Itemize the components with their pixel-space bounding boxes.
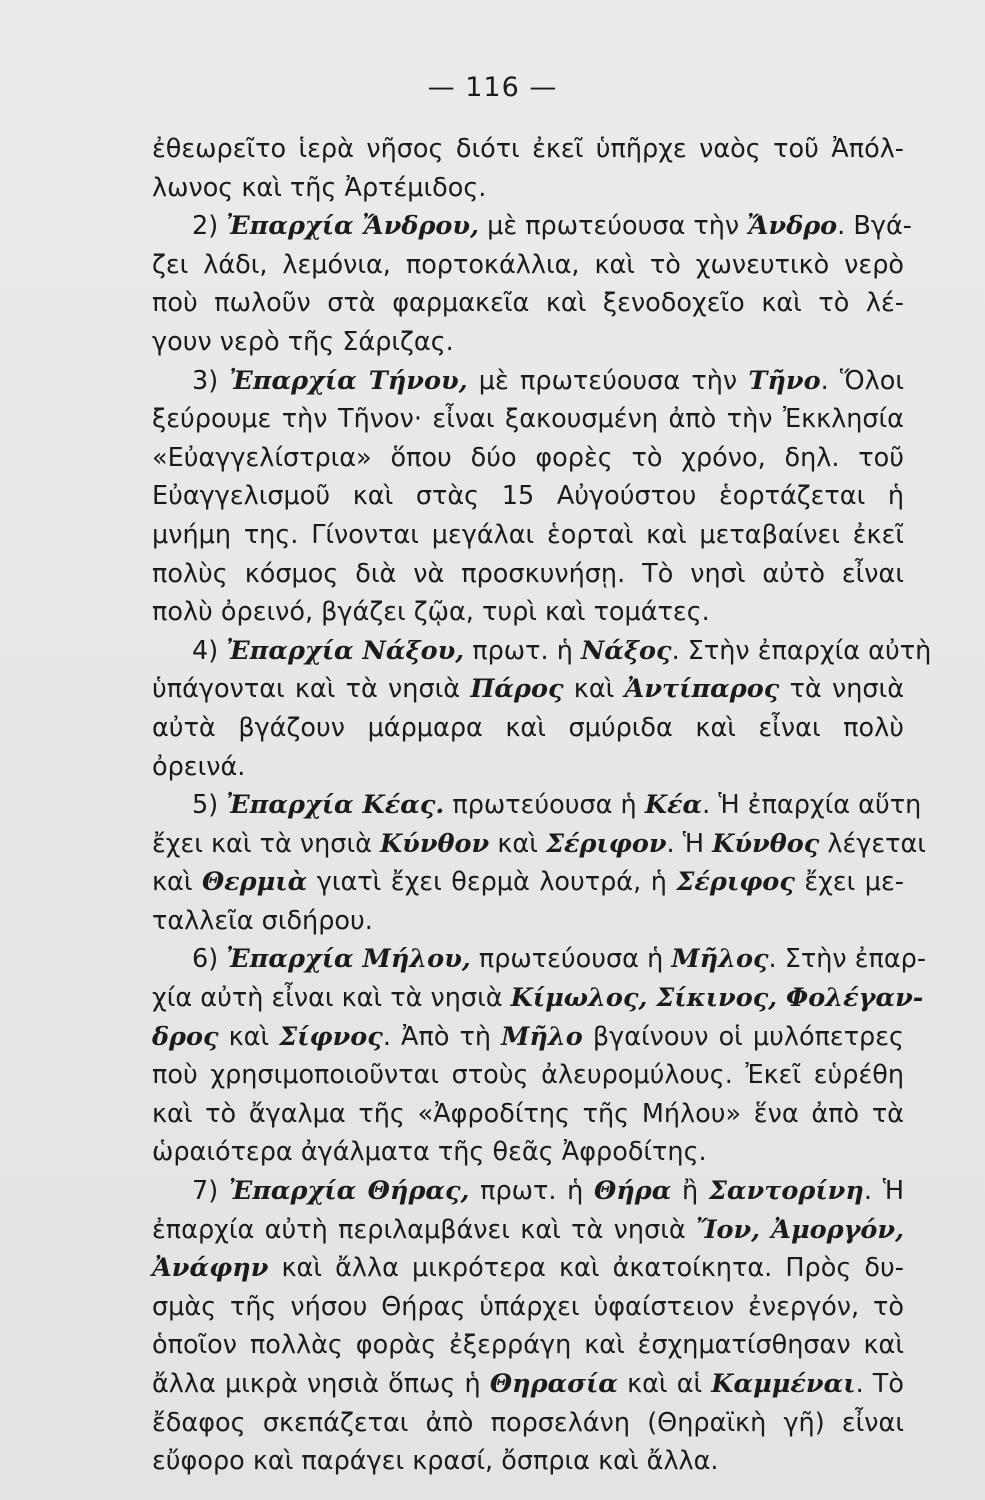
text-line: ποὺ πωλοῦν στὰ φαρμακεῖα καὶ ξενοδοχεῖο καὶ τὸ λέ-: [152, 288, 904, 319]
text-line: εὔφορο καὶ παράγει κρασί, ὄσπρια καὶ ἄλλα.: [152, 1446, 719, 1477]
text-line: 4) Ἐπαρχία Νάξου, πρωτ. ἡ Νάξος. Στὴν ἐπαρχία αὐτὴ: [192, 635, 932, 666]
text-line: 3) Ἐπαρχία Τήνου, μὲ πρωτεύουσα τὴν Τῆνο. Ὅλοι: [192, 365, 904, 396]
text-line: 5) Ἐπαρχία Κέας. πρωτεύουσα ἡ Κέα. Ἡ ἐπαρχία αὕτη: [192, 790, 922, 821]
text-line: ὀρεινά.: [152, 751, 246, 782]
text-line: 6) Ἐπαρχία Μήλου, πρωτεύουσα ἡ Μῆλος. Στὴν ἐπαρ-: [192, 944, 927, 975]
text-line: ἐθεωρεῖτο ἱερὰ νῆσος διότι ἐκεῖ ὑπῆρχε ναὸς τοῦ Ἀπόλ-: [152, 134, 904, 164]
text-line: ποὺ χρησιμοποιοῦνται στοὺς ἀλευρομύλους. Ἐκεῖ εὑρέθη: [152, 1060, 904, 1091]
text-line: ἔδαφος σκεπάζεται ἀπὸ πορσελάνη (Θηραϊκὴ γῆ) εἶναι: [152, 1407, 904, 1438]
text-line: ξεύρουμε τὴν Τῆνον· εἶναι ξακουσμένη ἀπὸ τὴν Ἐκκλησία: [152, 404, 904, 435]
text-line: μνήμη της. Γίνονται μεγάλαι ἑορταὶ καὶ μεταβαίνει ἐκεῖ: [152, 519, 904, 550]
text-line: πολὺς κόσμος διὰ νὰ προσκυνήσῃ. Τὸ νησὶ αὐτὸ εἶναι: [152, 558, 904, 589]
text-line: καὶ τὸ ἄγαλμα τῆς «Ἀφροδίτης τῆς Μήλου» ἕνα ἀπὸ τὰ: [152, 1098, 904, 1129]
text-line: δρος καὶ Σίφνος. Ἀπὸ τὴ Μῆλο βγαίνουν οἱ μυλόπετρες: [152, 1021, 904, 1052]
text-line: ταλλεῖα σιδήρου.: [152, 905, 373, 936]
text-line: ἐπαρχία αὐτὴ περιλαμβάνει καὶ τὰ νησιὰ Ἴον, Ἀμοργόν,: [152, 1214, 905, 1245]
text-line: πολὺ ὀρεινό, βγάζει ζῷα, τυρὶ καὶ τομάτες.: [152, 597, 710, 628]
text-line: Εὐαγγελισμοῦ καὶ στὰς 15 Αὐγούστου ἑορτάζεται ἡ: [152, 481, 904, 512]
text-line: Ἀνάφην καὶ ἄλλα μικρότερα καὶ ἀκατοίκητα. Πρὸς δυ-: [152, 1253, 904, 1284]
text-line: ὡραιότερα ἀγάλματα τῆς θεᾶς Ἀφροδίτης.: [152, 1137, 707, 1168]
text-line: χία αὐτὴ εἶναι καὶ τὰ νησιὰ Κίμωλος, Σίκινος, Φολέγαν-: [152, 983, 924, 1014]
text-line: λωνος καὶ τῆς Ἀρτέμιδος.: [152, 172, 487, 203]
text-line: 7) Ἐπαρχία Θήρας, πρωτ. ἡ Θήρα ἢ Σαντορίνη. Ἡ: [192, 1176, 905, 1207]
body-text: [152, 130, 932, 1481]
text-line: ἔχει καὶ τὰ νησιὰ Κύνθον καὶ Σέριφον. Ἡ Κύνθος λέγεται: [152, 828, 926, 859]
text-line: γουν νερὸ τῆς Σάριζας.: [152, 326, 454, 357]
text-line: σμὰς τῆς νήσου Θήρας ὑπάρχει ὑφαίστειον ἐνεργόν, τὸ: [152, 1291, 904, 1322]
text-line: αὐτὰ βγάζουν μάρμαρα καὶ σμύριδα καὶ εἶναι πολὺ: [152, 712, 904, 743]
text-line: καὶ Θερμιὰ γιατὶ ἔχει θερμὰ λουτρά, ἡ Σέριφος ἔχει με-: [152, 867, 904, 898]
text-line: 2) Ἐπαρχία Ἄνδρου, μὲ πρωτεύουσα τὴν Ἄνδρο. Βγά-: [192, 211, 912, 242]
page-number: — 116 —: [427, 72, 558, 103]
text-line: ὑπάγονται καὶ τὰ νησιὰ Πάρος καὶ Ἀντίπαρος τὰ νησιὰ: [152, 674, 904, 705]
text-line: ἄλλα μικρὰ νησιὰ ὅπως ἡ Θηρασία καὶ αἱ Καμμέναι. Τὸ: [152, 1369, 904, 1399]
text-line: ζει λάδι, λεμόνια, πορτοκάλλια, καὶ τὸ χωνευτικὸ νερὸ: [152, 249, 904, 280]
text-line: «Εὐαγγελίστρια» ὅπου δύο φορὲς τὸ χρόνο, δηλ. τοῦ: [152, 442, 904, 473]
text-line: ὁποῖον πολλὰς φορὰς ἐξερράγη καὶ ἐσχηματίσθησαν καὶ: [152, 1330, 904, 1361]
